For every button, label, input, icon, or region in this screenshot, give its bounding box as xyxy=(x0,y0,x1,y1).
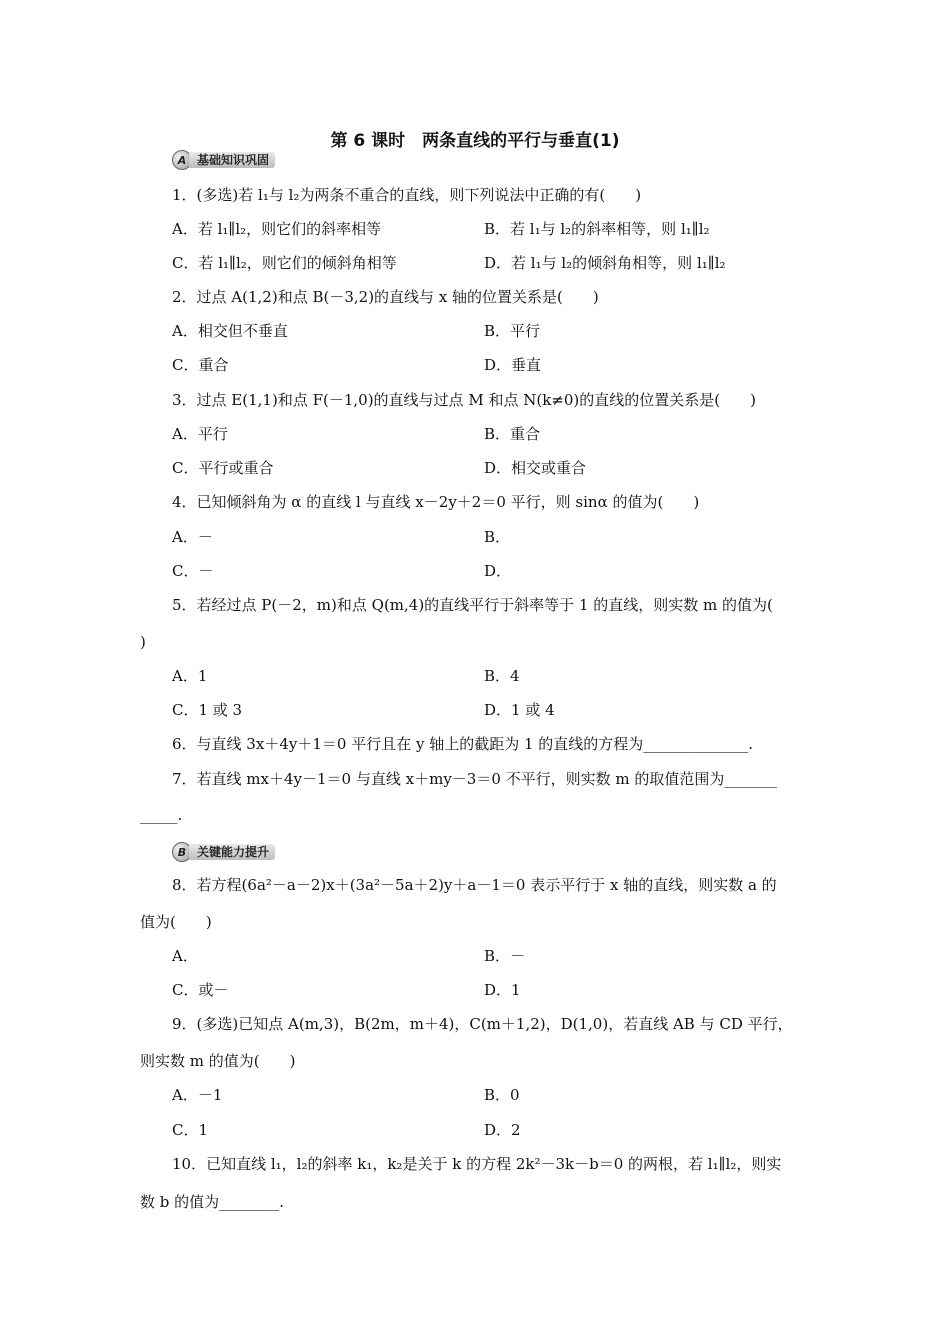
question-2-option-b: B．平行 xyxy=(484,322,541,340)
question-8-option-a: A． xyxy=(172,947,198,965)
question-10-stem: 10．已知直线 l₁，l₂的斜率 k₁，k₂是关于 k 的方程 2k²－3k－b＝0 的两根，若 l₁∥l₂，则实 xyxy=(172,1155,782,1173)
question-1-stem: 1．(多选)若 l₁与 l₂为两条不重合的直线，则下列说法中正确的有( ) xyxy=(172,186,642,204)
question-4-option-b: B． xyxy=(484,528,511,546)
question-9-option-d: D．2 xyxy=(484,1121,521,1139)
question-7-continuation: _____. xyxy=(140,806,183,824)
question-2-option-d: D．垂直 xyxy=(484,356,542,374)
question-5-option-b: B．4 xyxy=(484,667,520,685)
question-7-stem: 7．若直线 mx＋4y－1＝0 与直线 x＋my－3＝0 不平行，则实数 m 的取值范围为_______ xyxy=(172,770,777,788)
question-10-continuation: 数 b 的值为________. xyxy=(140,1193,284,1211)
question-3-option-a: A．平行 xyxy=(172,425,228,443)
question-8-option-b: B．－ xyxy=(484,947,526,965)
section-header-advanced xyxy=(172,841,275,863)
section-label: 基础知识巩固 xyxy=(189,152,275,168)
question-4-stem: 4．已知倾斜角为 α 的直线 l 与直线 x－2y＋2＝0 平行，则 sinα 的值为( ) xyxy=(172,493,700,511)
question-3-option-d: D．相交或重合 xyxy=(484,459,587,477)
page-title: 第 6 课时 两条直线的平行与垂直(1) xyxy=(330,131,620,151)
question-2-stem: 2．过点 A(1,2)和点 B(－3,2)的直线与 x 轴的位置关系是( ) xyxy=(172,288,599,306)
question-3-stem: 3．过点 E(1,1)和点 F(－1,0)的直线与过点 M 和点 N(k≠0)的直线的位置关系是( ) xyxy=(172,391,756,409)
question-2-option-c: C．重合 xyxy=(172,356,229,374)
question-8-stem: 8．若方程(6a²－a－2)x＋(3a²－5a＋2)y＋a－1＝0 表示平行于 x 轴的直线，则实数 a 的 xyxy=(172,876,777,894)
section-header-basic xyxy=(172,149,275,171)
question-4-option-c: C．－ xyxy=(172,562,214,580)
question-9-stem: 9．(多选)已知点 A(m,3)，B(2m，m＋4)，C(m＋1,2)，D(1,0)，若直线 AB 与 CD 平行， xyxy=(172,1015,793,1033)
section-b-icon: B xyxy=(172,842,192,862)
question-9-option-b: B．0 xyxy=(484,1086,520,1104)
question-1-option-b: B．若 l₁与 l₂的斜率相等，则 l₁∥l₂ xyxy=(484,220,710,238)
question-3-option-b: B．重合 xyxy=(484,425,541,443)
question-8-option-d: D．1 xyxy=(484,981,521,999)
question-9-option-a: A．－1 xyxy=(172,1086,223,1104)
question-4-option-a: A．－ xyxy=(172,528,213,546)
question-5-option-a: A．1 xyxy=(172,667,208,685)
question-6-stem: 6．与直线 3x＋4y＋1＝0 平行且在 y 轴上的截距为 1 的直线的方程为______________. xyxy=(172,735,754,753)
question-5-option-c: C．1 或 3 xyxy=(172,701,243,719)
question-4-option-d: D． xyxy=(484,562,512,580)
section-a-icon: A xyxy=(172,150,192,170)
question-9-option-c: C．1 xyxy=(172,1121,209,1139)
question-5-option-d: D．1 或 4 xyxy=(484,701,555,719)
question-9-continuation: 则实数 m 的值为( ) xyxy=(140,1052,296,1070)
question-1-option-a: A．若 l₁∥l₂，则它们的斜率相等 xyxy=(172,220,382,238)
question-1-option-d: D．若 l₁与 l₂的倾斜角相等，则 l₁∥l₂ xyxy=(484,254,726,272)
question-2-option-a: A．相交但不垂直 xyxy=(172,322,288,340)
question-8-continuation: 值为( ) xyxy=(140,913,212,931)
question-5-continuation: ) xyxy=(140,633,146,651)
section-label: 关键能力提升 xyxy=(189,844,275,860)
question-1-option-c: C．若 l₁∥l₂，则它们的倾斜角相等 xyxy=(172,254,397,272)
question-5-stem: 5．若经过点 P(－2，m)和点 Q(m,4)的直线平行于斜率等于 1 的直线，则实数 m 的值为( xyxy=(172,596,773,614)
question-3-option-c: C．平行或重合 xyxy=(172,459,274,477)
question-8-option-c: C．或－ xyxy=(172,981,229,999)
